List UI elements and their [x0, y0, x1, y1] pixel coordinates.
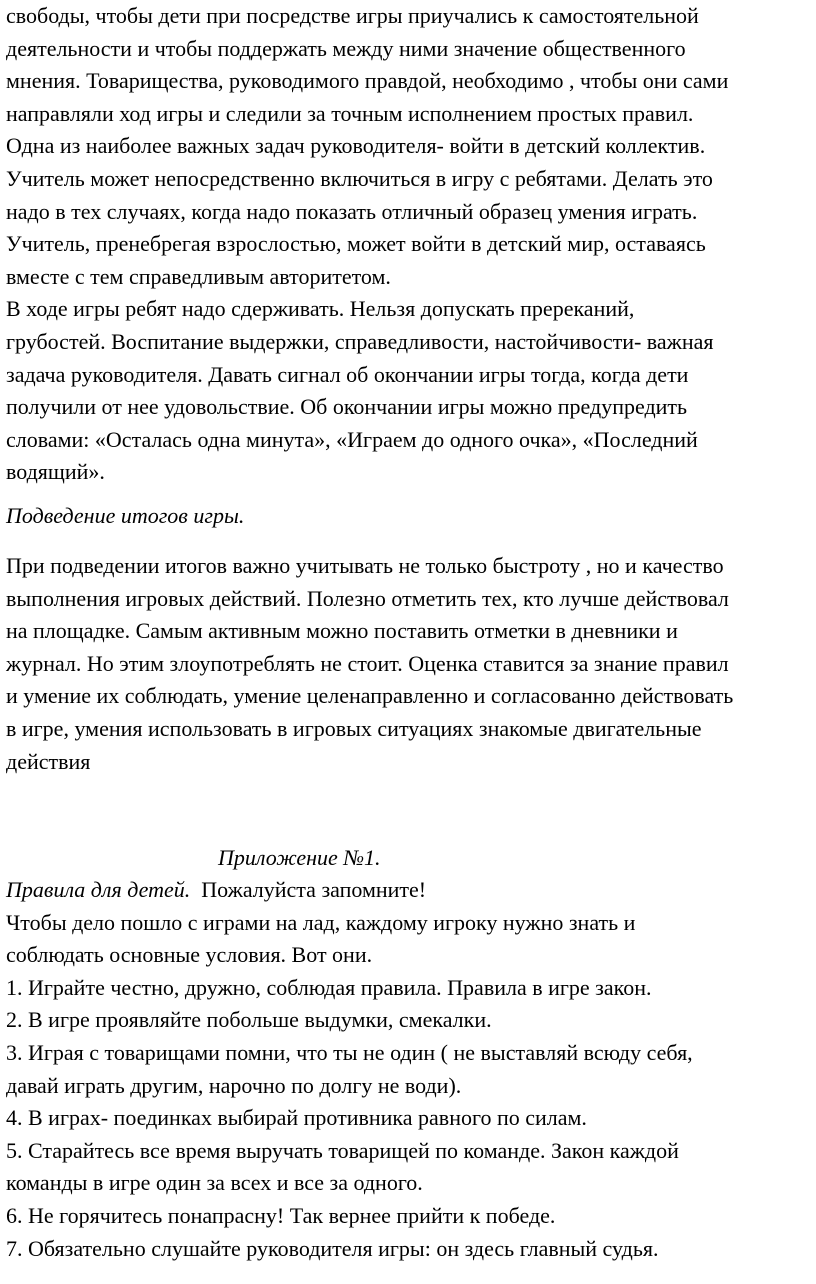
summary-paragraph: [6, 550, 816, 778]
rules-heading-rest: Пожалуйста запомните!: [190, 877, 427, 902]
text-line: свободы, чтобы дети при посредстве игры приучались к самостоятельной: [6, 3, 699, 28]
rule-item: 6. Не горячитесь понапрасну! Так вернее прийти к победе.: [6, 1202, 556, 1228]
text-line: задача руководителя. Давать сигнал об окончании игры тогда, когда дети: [6, 361, 689, 387]
rules-section: [6, 874, 816, 1265]
text-line: грубостей. Воспитание выдержки, справедливости, настойчивости- важная: [6, 328, 714, 354]
text-line: получили от нее удовольствие. Об окончании игры можно предупредить: [6, 394, 688, 420]
text-line: команды в игре один за всех и все за одного.: [6, 1170, 423, 1196]
text-line: Учитель может непосредственно включиться в игру с ребятами. Делать это: [6, 165, 713, 191]
text-line: мнения. Товарищества, руководимого правдой, необходимо , чтобы они сами: [6, 68, 729, 94]
text-line: действия: [6, 748, 91, 774]
rules-heading-italic: Правила для детей.: [6, 877, 191, 902]
rule-item: 3. Играя с товарищами помни, что ты не один ( не выставляй всюду себя,: [6, 1039, 693, 1065]
text-line: При подведении итогов важно учитывать не только быстроту , но и качество: [6, 553, 724, 578]
text-line: на площадке. Самым активным можно поставить отметки в дневники и: [6, 618, 678, 644]
text-line: вместе с тем справедливым авторитетом.: [6, 263, 391, 289]
rule-item: 1. Играйте честно, дружно, соблюдая правила. Правила в игре закон.: [6, 974, 652, 1000]
text-line: Чтобы дело пошло с играми на лад, каждому игроку нужно знать и: [6, 909, 636, 935]
summary-heading: Подведение итогов игры.: [6, 503, 245, 528]
text-line: и умение их соблюдать, умение целенаправленно и согласованно действовать: [6, 683, 734, 709]
text-line: соблюдать основные условия. Вот они.: [6, 942, 373, 968]
rule-item: 7. Обязательно слушайте руководителя игры: он здесь главный судья.: [6, 1235, 659, 1261]
text-line: направляли ход игры и следили за точным исполнением простых правил.: [6, 100, 694, 126]
text-line: деятельности и чтобы поддержать между ними значение общественного: [6, 35, 686, 61]
rules-heading: [6, 874, 816, 907]
rule-item: 5. Старайтесь все время выручать товарищей по команде. Закон каждой: [6, 1137, 679, 1163]
text-line: В ходе игры ребят надо сдерживать. Нельзя допускать пререканий,: [6, 296, 635, 322]
intro-paragraph: [6, 0, 816, 489]
rule-item: 2. В игре проявляйте побольше выдумки, смекалки.: [6, 1007, 492, 1033]
text-line: журнал. Но этим злоупотреблять не стоит. Оценка ставится за знание правил: [6, 650, 729, 676]
text-line: надо в тех случаях, когда надо показать отличный образец умения играть.: [6, 198, 698, 224]
text-line: давай играть другим, нарочно по долгу не води).: [6, 1072, 462, 1098]
text-line: выполнения игровых действий. Полезно отметить тех, кто лучше действовал: [6, 585, 729, 611]
appendix-title: Приложение №1.: [218, 845, 381, 870]
text-line: словами: «Осталась одна минута», «Играем до одного очка», «Последний: [6, 426, 698, 452]
text-line: водящий».: [6, 459, 105, 485]
text-line: Одна из наиболее важных задач руководителя- войти в детский коллектив.: [6, 133, 706, 159]
rule-item: 4. В играх- поединках выбирай противника равного по силам.: [6, 1105, 587, 1131]
text-line: в игре, умения использовать в игровых ситуациях знакомые двигательные: [6, 715, 702, 741]
text-line: Учитель, пренебрегая взрослостью, может войти в детский мир, оставаясь: [6, 231, 706, 257]
